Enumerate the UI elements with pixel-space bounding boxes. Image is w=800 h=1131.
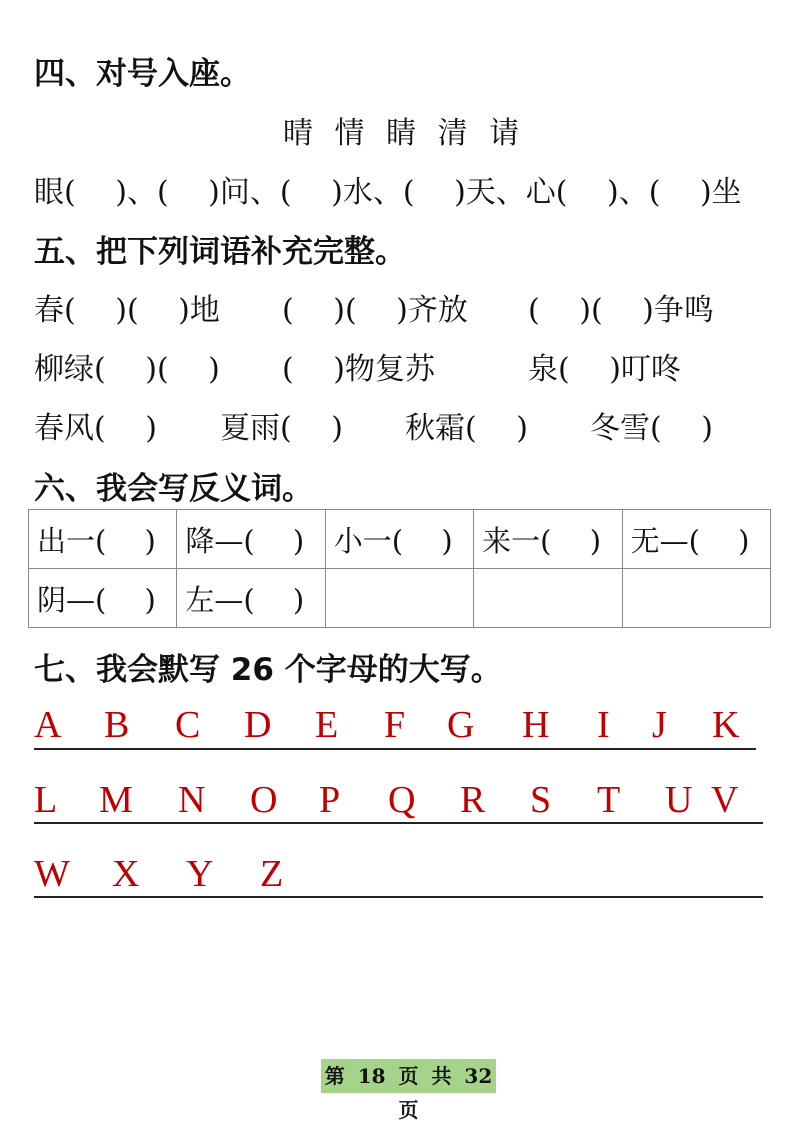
writing-line	[34, 748, 756, 750]
writing-line	[34, 822, 763, 824]
table-row	[29, 510, 771, 569]
letter: N	[178, 779, 206, 821]
phrase-item: ( )( )齐放	[282, 293, 468, 328]
letter: G	[447, 704, 475, 746]
antonym-cell: 来一( )	[474, 510, 622, 569]
letter: F	[384, 704, 406, 746]
table-row	[29, 569, 771, 628]
letter: L	[34, 779, 58, 821]
antonym-cell: 无—( )	[622, 510, 770, 569]
letter-row-3	[34, 852, 764, 902]
antonym-cell: 阴—( )	[29, 569, 177, 628]
phrase-item: 春( )( )地	[34, 293, 220, 328]
letter: P	[319, 779, 341, 821]
letter-row-1	[34, 703, 764, 753]
antonym-cell: 小一( )	[325, 510, 473, 569]
section7-title: 七、我会默写 26 个字母的大写。	[34, 652, 502, 688]
letter: T	[597, 779, 621, 821]
letter: R	[460, 779, 486, 821]
character-options: 晴 情 睛 清 请	[283, 116, 526, 151]
antonym-cell: 出一( )	[29, 510, 177, 569]
letter: U	[665, 779, 693, 821]
antonym-cell: 左—( )	[177, 569, 325, 628]
phrase-item: ( )物复苏	[282, 352, 435, 387]
section6-title: 六、我会写反义词。	[34, 471, 313, 507]
antonym-cell	[622, 569, 770, 628]
phrase-item: 秋霜( )	[405, 411, 528, 446]
letter: I	[597, 704, 610, 746]
phrase-item: 泉( )叮咚	[528, 352, 681, 387]
antonym-table	[28, 509, 771, 628]
letter: B	[104, 704, 130, 746]
phrase-item: 春风( )	[34, 411, 157, 446]
letter: A	[34, 704, 62, 746]
section5-title: 五、把下列词语补充完整。	[34, 234, 406, 270]
letter: D	[244, 704, 272, 746]
antonym-cell: 降—( )	[177, 510, 325, 569]
letter-row-2	[34, 778, 764, 828]
writing-line	[34, 896, 763, 898]
antonym-cell	[325, 569, 473, 628]
letter: Q	[388, 779, 416, 821]
letter: K	[712, 704, 740, 746]
phrase-item: 柳绿( )( )	[34, 352, 220, 387]
letter: W	[34, 853, 70, 895]
letter: V	[711, 779, 739, 821]
letter: S	[530, 779, 552, 821]
letter: Z	[260, 853, 284, 895]
letter: C	[175, 704, 201, 746]
phrase-item: 冬雪( )	[590, 411, 713, 446]
fill-blank-line: 眼( )、( )问、( )水、( )天、心( )、( )坐	[34, 175, 742, 210]
letter: X	[112, 853, 140, 895]
phrase-item: ( )( )争鸣	[528, 293, 714, 328]
letter: H	[522, 704, 550, 746]
antonym-cell	[474, 569, 622, 628]
letter: J	[652, 704, 667, 746]
page-number: 第 18 页 共 32 页	[321, 1059, 496, 1093]
phrase-item: 夏雨( )	[220, 411, 343, 446]
letter: Y	[186, 853, 214, 895]
section4-title: 四、对号入座。	[34, 56, 251, 92]
letter: M	[99, 779, 133, 821]
letter: E	[315, 704, 339, 746]
letter: O	[250, 779, 278, 821]
